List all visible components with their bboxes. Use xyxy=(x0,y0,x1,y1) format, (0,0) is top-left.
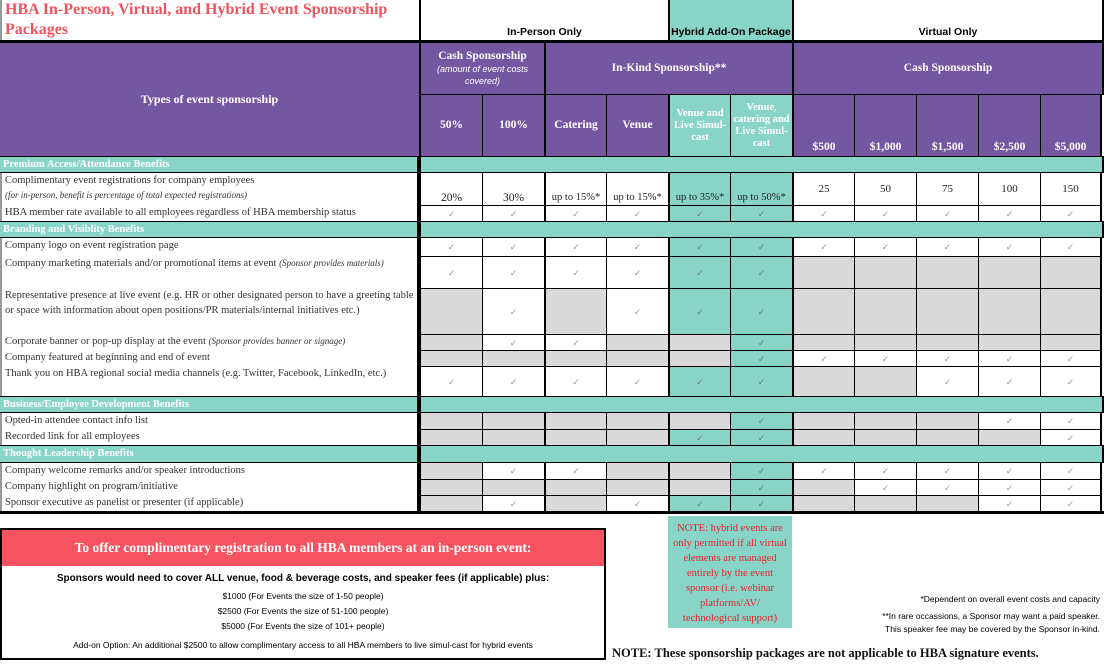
check-icon: ✓ xyxy=(696,267,704,278)
complimentary-registration-box xyxy=(0,528,606,660)
check-icon: ✓ xyxy=(1066,416,1075,426)
check-cell xyxy=(730,288,792,334)
check-icon: ✓ xyxy=(447,208,456,219)
check-icon: ✓ xyxy=(820,353,828,364)
check-cell xyxy=(668,429,730,445)
section-title: Branding and Visiblity Benefits xyxy=(0,222,419,237)
benefit-note: (Sponsor provides banner or signage) xyxy=(208,336,346,346)
benefit-text: Company highlight on program/initiative xyxy=(5,481,178,492)
inkind-header: In-Kind Sponsorship** xyxy=(544,43,792,95)
check-cell xyxy=(792,238,854,256)
benefit-text: Company logo on event registration page xyxy=(5,240,179,251)
benefit-label xyxy=(2,334,417,350)
column-header: $2,500 xyxy=(978,95,1040,156)
empty-cell xyxy=(854,429,916,445)
check-icon: ✓ xyxy=(572,337,580,348)
check-cell xyxy=(730,256,792,288)
empty-cell xyxy=(916,495,978,511)
value-cell: 50 xyxy=(854,173,916,205)
group-hybrid: Hybrid Add-On Package xyxy=(668,0,792,40)
check-icon: ✓ xyxy=(820,466,828,476)
check-cell xyxy=(978,463,1040,479)
empty-cell xyxy=(916,334,978,350)
check-icon: ✓ xyxy=(572,376,580,387)
benefit-text: Recorded link for all employees xyxy=(5,431,140,442)
check-cell xyxy=(854,205,916,221)
empty-cell xyxy=(854,413,916,429)
check-cell xyxy=(978,238,1040,256)
check-cell xyxy=(1040,429,1102,445)
check-cell xyxy=(854,479,916,495)
check-cell xyxy=(482,288,544,334)
check-cell xyxy=(606,366,668,396)
empty-cell xyxy=(854,334,916,350)
check-cell xyxy=(1040,479,1102,495)
benefit-text: Opted-in attendee contact info list xyxy=(5,415,148,426)
empty-cell xyxy=(419,413,482,429)
check-icon: ✓ xyxy=(757,208,766,219)
cash-inperson-note: (amount of event costs covered) xyxy=(436,64,529,86)
check-icon: ✓ xyxy=(633,242,642,252)
column-header: $5,000 xyxy=(1040,95,1102,156)
check-cell xyxy=(419,256,482,288)
check-cell xyxy=(482,238,544,256)
value-cell: 25 xyxy=(792,173,854,205)
empty-cell xyxy=(544,429,606,445)
check-icon: ✓ xyxy=(881,242,890,252)
check-icon: ✓ xyxy=(633,306,642,317)
label-col-right-border xyxy=(417,156,419,511)
check-cell xyxy=(482,366,544,396)
check-icon: ✓ xyxy=(757,376,766,387)
empty-cell xyxy=(419,429,482,445)
check-icon: ✓ xyxy=(696,306,704,317)
check-icon: ✓ xyxy=(757,242,766,252)
check-icon: ✓ xyxy=(696,432,704,443)
benefit-text: Complimentary event registrations for company employees xyxy=(5,175,255,186)
check-icon: ✓ xyxy=(633,498,642,509)
check-cell xyxy=(1040,350,1102,366)
empty-cell xyxy=(1040,288,1102,334)
check-icon: ✓ xyxy=(943,482,952,493)
check-cell xyxy=(668,495,730,511)
check-icon: ✓ xyxy=(633,376,642,387)
check-icon: ✓ xyxy=(509,208,518,219)
empty-cell xyxy=(854,256,916,288)
check-cell xyxy=(854,463,916,479)
benefit-label xyxy=(2,366,417,396)
check-cell xyxy=(854,350,916,366)
group-virtual: Virtual Only xyxy=(792,0,1104,40)
empty-cell xyxy=(668,413,730,429)
page-title: HBA In-Person, Virtual, and Hybrid Event Sponsorship Packages xyxy=(5,1,388,38)
check-cell xyxy=(419,238,482,256)
value-cell: 100 xyxy=(978,173,1040,205)
benefit-label xyxy=(2,173,417,205)
benefit-note: (Sponsor provides materials) xyxy=(279,258,384,268)
check-icon: ✓ xyxy=(757,432,766,443)
check-icon: ✓ xyxy=(943,242,952,252)
check-icon: ✓ xyxy=(447,376,456,387)
check-icon: ✓ xyxy=(1066,208,1075,219)
empty-cell xyxy=(482,429,544,445)
check-icon: ✓ xyxy=(881,482,890,493)
empty-cell xyxy=(606,413,668,429)
check-cell xyxy=(916,366,978,396)
check-icon: ✓ xyxy=(757,466,766,476)
check-icon: ✓ xyxy=(1066,498,1075,509)
check-cell xyxy=(544,463,606,479)
check-cell xyxy=(606,288,668,334)
signature-events-note: NOTE: These sponsorship packages are not applicable to HBA signature events. xyxy=(612,646,1039,660)
check-icon: ✓ xyxy=(1005,466,1014,476)
empty-cell xyxy=(606,479,668,495)
footnote-double-1: **In rare occassions, a Sponsor may want a paid speaker. xyxy=(882,611,1100,621)
check-cell xyxy=(978,350,1040,366)
check-icon: ✓ xyxy=(696,498,704,509)
check-icon: ✓ xyxy=(696,242,704,252)
complimentary-subheading: Sponsors would need to cover ALL venue, food & beverage costs, and speaker fees (if applicable) plus: xyxy=(56,573,550,584)
empty-cell xyxy=(419,350,482,366)
empty-cell xyxy=(482,350,544,366)
benefit-label xyxy=(2,350,417,366)
check-cell xyxy=(419,205,482,221)
check-icon: ✓ xyxy=(1066,242,1075,252)
empty-cell xyxy=(792,334,854,350)
empty-cell xyxy=(606,334,668,350)
check-icon: ✓ xyxy=(696,208,704,219)
benefit-text: Thank you on HBA regional social media channels (e.g. Twitter, Facebook, LinkedIn, etc.) xyxy=(5,368,387,379)
check-icon: ✓ xyxy=(509,306,518,317)
value-cell: up to 15%* xyxy=(606,173,668,205)
benefit-label xyxy=(2,495,417,511)
empty-cell xyxy=(792,429,854,445)
empty-cell xyxy=(1040,334,1102,350)
tier-1: $1000 (For Events the size of 1-50 people) xyxy=(222,591,384,601)
benefit-note: (for in-person, benefit is percentage of total expected registrations) xyxy=(5,190,248,200)
check-cell xyxy=(606,238,668,256)
check-cell xyxy=(916,350,978,366)
value-cell: up to 35%* xyxy=(668,173,730,205)
footnote-single: *Dependent on overall event costs and capacity xyxy=(920,594,1100,604)
benefit-label xyxy=(2,205,417,221)
check-icon: ✓ xyxy=(757,337,766,348)
check-cell xyxy=(1040,495,1102,511)
value-cell: up to 15%* xyxy=(544,173,606,205)
column-header: $1,000 xyxy=(854,95,916,156)
empty-cell xyxy=(606,429,668,445)
check-icon: ✓ xyxy=(820,242,828,252)
check-cell xyxy=(668,238,730,256)
check-icon: ✓ xyxy=(509,498,518,509)
hybrid-note xyxy=(668,516,792,628)
check-cell xyxy=(482,334,544,350)
check-cell xyxy=(668,288,730,334)
check-icon: ✓ xyxy=(943,353,952,364)
section-title: Premium Access/Attendance Benefits xyxy=(0,157,419,172)
check-cell xyxy=(419,366,482,396)
footnote-double-2: This speaker fee may be covered by the Sponsor in-kind. xyxy=(885,624,1100,634)
check-icon: ✓ xyxy=(633,267,642,278)
column-header: $1,500 xyxy=(916,95,978,156)
check-icon: ✓ xyxy=(1005,416,1014,426)
check-icon: ✓ xyxy=(1066,466,1075,476)
section-title: Thought Leadership Benefits xyxy=(0,446,419,462)
check-cell xyxy=(730,495,792,511)
empty-cell xyxy=(916,413,978,429)
check-icon: ✓ xyxy=(943,208,952,219)
empty-cell xyxy=(854,288,916,334)
check-icon: ✓ xyxy=(572,267,580,278)
check-cell xyxy=(792,463,854,479)
benefit-label xyxy=(2,238,417,256)
value-cell: 150 xyxy=(1040,173,1102,205)
check-icon: ✓ xyxy=(1066,376,1075,387)
check-cell xyxy=(606,256,668,288)
empty-cell xyxy=(419,495,482,511)
column-header: 100% xyxy=(482,95,544,156)
column-header: Catering xyxy=(544,95,606,156)
check-cell xyxy=(544,366,606,396)
empty-cell xyxy=(544,479,606,495)
benefit-text: Representative presence at live event (e.g. HR or other designated person to have a greeting table or space with information about open positions/PR materials/internal initiatives etc.) xyxy=(5,290,414,316)
benefit-text: Sponsor executive as panelist or presenter (if applicable) xyxy=(5,497,244,508)
check-cell xyxy=(482,205,544,221)
check-icon: ✓ xyxy=(572,208,580,219)
benefit-label xyxy=(2,429,417,445)
complimentary-heading: To offer complimentary registration to all HBA members at an in-person event: xyxy=(2,530,604,566)
check-cell xyxy=(668,205,730,221)
check-icon: ✓ xyxy=(757,353,766,364)
check-cell xyxy=(978,479,1040,495)
check-cell xyxy=(730,463,792,479)
check-cell xyxy=(792,350,854,366)
tier-2: $2500 (For Events the size of 51-100 people) xyxy=(217,606,389,616)
check-cell xyxy=(978,366,1040,396)
empty-cell xyxy=(544,413,606,429)
check-cell xyxy=(1040,366,1102,396)
empty-cell xyxy=(668,479,730,495)
check-cell xyxy=(544,256,606,288)
empty-cell xyxy=(482,479,544,495)
empty-cell xyxy=(668,463,730,479)
check-cell xyxy=(978,495,1040,511)
empty-cell xyxy=(916,288,978,334)
check-icon: ✓ xyxy=(757,482,766,493)
check-cell xyxy=(1040,205,1102,221)
benefit-text: Company marketing materials and/or promotional items at event xyxy=(5,258,277,269)
check-cell xyxy=(544,238,606,256)
check-cell xyxy=(1040,238,1102,256)
empty-cell xyxy=(916,256,978,288)
check-cell xyxy=(730,413,792,429)
check-icon: ✓ xyxy=(572,466,580,476)
check-icon: ✓ xyxy=(881,353,890,364)
empty-cell xyxy=(606,463,668,479)
check-cell xyxy=(730,429,792,445)
benefit-label xyxy=(2,256,417,288)
check-icon: ✓ xyxy=(1066,482,1075,493)
empty-cell xyxy=(482,413,544,429)
check-icon: ✓ xyxy=(1066,353,1075,364)
check-cell xyxy=(854,238,916,256)
check-cell xyxy=(1040,413,1102,429)
check-icon: ✓ xyxy=(943,376,952,387)
empty-cell xyxy=(1040,256,1102,288)
check-icon: ✓ xyxy=(820,208,828,219)
empty-cell xyxy=(419,288,482,334)
empty-cell xyxy=(792,288,854,334)
check-cell xyxy=(730,205,792,221)
benefit-text: Company featured at beginning and end of event xyxy=(5,352,210,363)
check-cell xyxy=(544,334,606,350)
section-title: Business/Employee Development Benefits xyxy=(0,397,419,412)
check-icon: ✓ xyxy=(1005,353,1014,364)
check-cell xyxy=(668,256,730,288)
empty-cell xyxy=(978,256,1040,288)
check-icon: ✓ xyxy=(572,242,580,252)
value-cell: up to 50%* xyxy=(730,173,792,205)
section-band-fill xyxy=(421,446,1102,462)
empty-cell xyxy=(792,479,854,495)
empty-cell xyxy=(544,350,606,366)
check-icon: ✓ xyxy=(881,466,890,476)
empty-cell xyxy=(668,350,730,366)
check-cell xyxy=(978,205,1040,221)
types-of-sponsorship: Types of event sponsorship xyxy=(0,43,419,156)
table-bottom-border xyxy=(0,511,1104,514)
check-icon: ✓ xyxy=(509,242,518,252)
section-band-fill xyxy=(421,157,1102,172)
benefit-label xyxy=(2,479,417,495)
empty-cell xyxy=(419,479,482,495)
check-cell xyxy=(730,350,792,366)
section-band-fill xyxy=(421,222,1102,237)
benefit-label xyxy=(2,413,417,429)
empty-cell xyxy=(978,429,1040,445)
check-icon: ✓ xyxy=(757,306,766,317)
check-cell xyxy=(916,205,978,221)
empty-cell xyxy=(978,334,1040,350)
empty-cell xyxy=(419,463,482,479)
empty-cell xyxy=(854,495,916,511)
empty-cell xyxy=(792,413,854,429)
column-header: $500 xyxy=(792,95,854,156)
benefit-label xyxy=(2,463,417,479)
value-cell: 75 xyxy=(916,173,978,205)
empty-cell xyxy=(544,288,606,334)
benefit-label xyxy=(2,288,417,334)
check-icon: ✓ xyxy=(1066,432,1075,443)
check-icon: ✓ xyxy=(633,208,642,219)
column-header: 50% xyxy=(419,95,482,156)
column-header: Venue, catering and Live Simul-cast xyxy=(730,95,792,156)
cash-inperson-header xyxy=(419,43,544,95)
check-icon: ✓ xyxy=(447,267,456,278)
empty-cell xyxy=(854,366,916,396)
check-cell xyxy=(730,366,792,396)
check-cell xyxy=(482,495,544,511)
check-cell xyxy=(1040,463,1102,479)
check-icon: ✓ xyxy=(1005,498,1014,509)
value-cell: 30% xyxy=(482,173,544,205)
empty-cell xyxy=(916,429,978,445)
check-cell xyxy=(730,238,792,256)
check-icon: ✓ xyxy=(509,267,518,278)
check-icon: ✓ xyxy=(1005,208,1014,219)
empty-cell xyxy=(792,495,854,511)
check-icon: ✓ xyxy=(509,466,518,476)
check-icon: ✓ xyxy=(881,208,890,219)
empty-cell xyxy=(792,256,854,288)
check-icon: ✓ xyxy=(447,242,456,252)
check-cell xyxy=(544,205,606,221)
empty-cell xyxy=(668,334,730,350)
check-icon: ✓ xyxy=(1005,482,1014,493)
empty-cell xyxy=(544,495,606,511)
check-cell xyxy=(606,205,668,221)
check-icon: ✓ xyxy=(509,376,518,387)
check-cell xyxy=(916,463,978,479)
check-cell xyxy=(792,205,854,221)
hybrid-note-text: NOTE: hybrid events are only permitted if all virtual elements are managed entirely by the event sponsor (i.e. webinar platforms/AV/ technological support) xyxy=(673,523,787,624)
check-cell xyxy=(916,238,978,256)
check-cell xyxy=(730,334,792,350)
cash-virtual-header: Cash Sponsorship xyxy=(792,43,1104,95)
check-cell xyxy=(606,495,668,511)
check-icon: ✓ xyxy=(509,337,518,348)
check-icon: ✓ xyxy=(757,416,766,426)
value-cell: 20% xyxy=(419,173,482,205)
cash-inperson-label: Cash Sponsorship xyxy=(438,50,527,62)
addon-option: Add-on Option: An additional $2500 to allow complimentary access to all HBA members to live simul-cast for hybrid events xyxy=(73,640,533,650)
benefit-text: HBA member rate available to all employees regardless of HBA membership status xyxy=(5,207,356,218)
check-cell xyxy=(730,479,792,495)
check-icon: ✓ xyxy=(1005,242,1014,252)
check-cell xyxy=(482,256,544,288)
empty-cell xyxy=(792,366,854,396)
column-header: Venue xyxy=(606,95,668,156)
check-icon: ✓ xyxy=(696,376,704,387)
check-cell xyxy=(668,366,730,396)
section-band-fill xyxy=(421,397,1102,412)
check-icon: ✓ xyxy=(757,267,766,278)
empty-cell xyxy=(606,350,668,366)
group-in-person: In-Person Only xyxy=(419,0,668,40)
benefit-text: Company welcome remarks and/or speaker introductions xyxy=(5,465,245,476)
empty-cell xyxy=(978,288,1040,334)
check-icon: ✓ xyxy=(943,466,952,476)
check-cell xyxy=(482,463,544,479)
check-icon: ✓ xyxy=(757,498,766,509)
tier-3: $5000 (For Events the size of 101+ people) xyxy=(221,621,385,631)
check-cell xyxy=(978,413,1040,429)
empty-cell xyxy=(419,334,482,350)
benefit-text: Corporate banner or pop-up display at the event xyxy=(5,336,206,347)
column-header: Venue and Live Simul-cast xyxy=(668,95,730,156)
check-icon: ✓ xyxy=(1005,376,1014,387)
check-cell xyxy=(916,479,978,495)
